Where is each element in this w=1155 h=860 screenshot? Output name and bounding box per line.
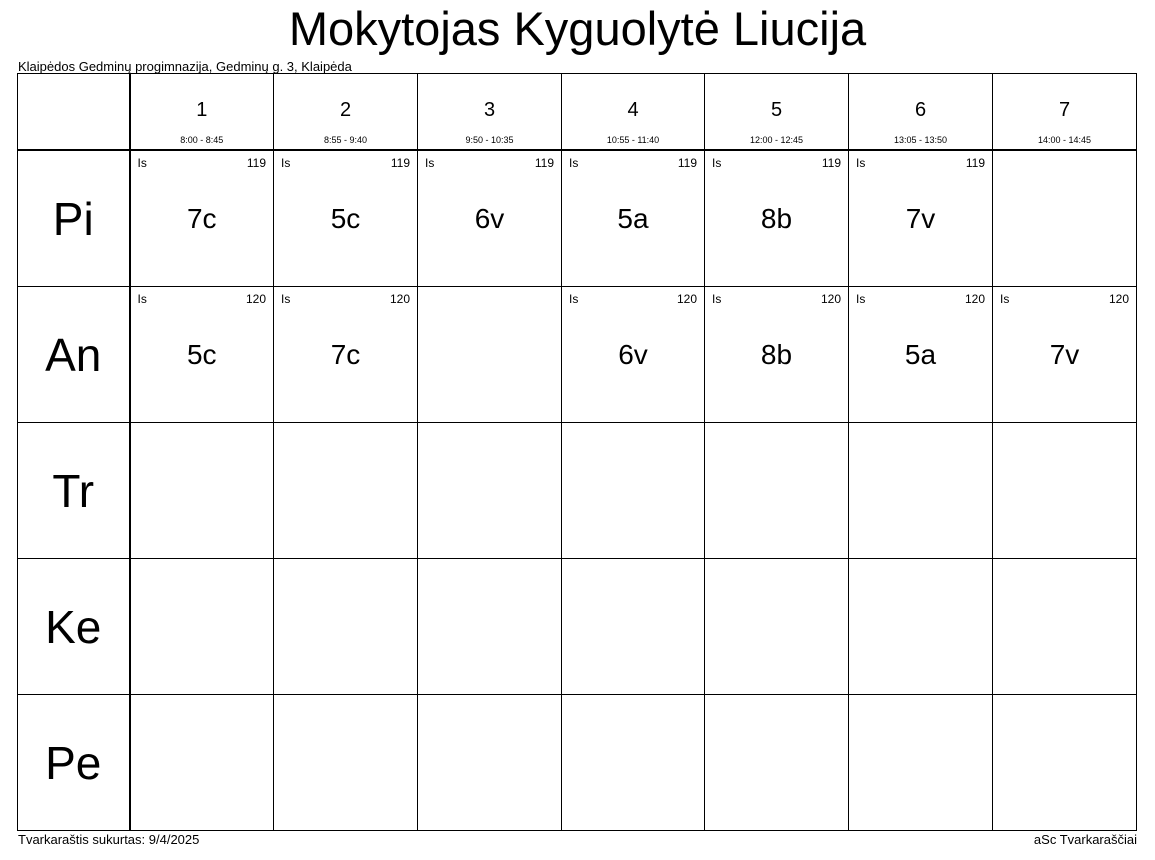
lesson-cell	[418, 287, 562, 423]
day-row-pe	[18, 695, 1137, 831]
created-date: Tvarkaraštis sukurtas: 9/4/2025	[18, 832, 200, 847]
period-number: 7	[1058, 99, 1071, 121]
lesson-class: 7c	[330, 339, 361, 370]
day-row-ke	[18, 559, 1137, 695]
lesson-cell	[130, 559, 274, 695]
page-title: Mokytojas Kyguolytė Liucija	[288, 2, 867, 55]
period-time: 9:50 - 10:35	[465, 135, 514, 145]
day-row-pi	[18, 150, 1137, 287]
period-time: 12:00 - 12:45	[749, 135, 804, 145]
lesson-cell	[562, 287, 705, 423]
period-header	[130, 74, 274, 151]
lesson-room: 119	[965, 156, 985, 170]
lesson-cell	[849, 287, 993, 423]
app-name: aSc Tvarkaraščiai	[1033, 832, 1137, 847]
lesson-cell	[849, 559, 993, 695]
lesson-subject: Is	[569, 292, 579, 306]
lesson-cell	[130, 695, 274, 831]
lesson-room: 120	[676, 292, 697, 306]
timetable-grid	[17, 73, 1137, 831]
period-header	[418, 74, 562, 151]
lesson-room: 120	[820, 292, 841, 306]
period-header-row	[18, 74, 1137, 151]
lesson-class: 8b	[760, 339, 793, 370]
lesson-room: 119	[246, 156, 266, 170]
lesson-cell	[562, 150, 705, 287]
lesson-cell	[849, 150, 993, 287]
lesson-cell	[418, 423, 562, 559]
lesson-cell	[130, 287, 274, 423]
period-header	[705, 74, 849, 151]
period-header	[993, 74, 1137, 151]
corner-cell	[18, 74, 130, 151]
period-number: 5	[770, 99, 783, 121]
day-label-cell	[18, 695, 130, 831]
period-number: 2	[339, 99, 352, 121]
lesson-cell	[562, 559, 705, 695]
lesson-cell	[418, 559, 562, 695]
lesson-cell	[993, 695, 1137, 831]
lesson-subject: Is	[1000, 292, 1010, 306]
lesson-cell	[849, 695, 993, 831]
day-label-cell	[18, 559, 130, 695]
lesson-cell	[274, 287, 418, 423]
lesson-subject: Is	[712, 292, 722, 306]
period-time: 14:00 - 14:45	[1037, 135, 1092, 145]
lesson-class: 5c	[186, 339, 217, 370]
lesson-subject: Is	[137, 156, 147, 170]
lesson-class: 7v	[905, 203, 936, 234]
day-row-tr	[18, 423, 1137, 559]
lesson-cell	[705, 150, 849, 287]
lesson-cell	[562, 423, 705, 559]
lesson-cell	[705, 287, 849, 423]
lesson-subject: Is	[425, 156, 435, 170]
lesson-cell	[993, 423, 1137, 559]
lesson-class: 6v	[474, 203, 505, 234]
lesson-cell	[993, 559, 1137, 695]
lesson-subject: Is	[856, 156, 866, 170]
lesson-class: 7c	[186, 203, 217, 234]
day-label-cell	[18, 150, 130, 287]
period-time: 13:05 - 13:50	[893, 135, 948, 145]
day-label-cell	[18, 287, 130, 423]
lesson-room: 120	[389, 292, 410, 306]
period-number: 6	[914, 99, 927, 121]
lesson-subject: Is	[281, 156, 291, 170]
day-name: Tr	[52, 465, 95, 517]
period-header	[562, 74, 705, 151]
lesson-cell	[562, 695, 705, 831]
lesson-cell	[993, 287, 1137, 423]
period-time: 10:55 - 11:40	[606, 135, 660, 145]
lesson-room: 119	[821, 156, 841, 170]
day-name: Pi	[52, 193, 94, 245]
period-header	[274, 74, 418, 151]
day-name: Pe	[45, 737, 102, 789]
lesson-cell	[418, 695, 562, 831]
lesson-room: 120	[245, 292, 266, 306]
lesson-room: 120	[1108, 292, 1129, 306]
lesson-cell	[274, 695, 418, 831]
lesson-subject: Is	[137, 292, 147, 306]
lesson-cell	[418, 150, 562, 287]
lesson-cell	[705, 559, 849, 695]
period-number: 1	[196, 99, 208, 121]
lesson-room: 120	[964, 292, 985, 306]
day-name: An	[45, 329, 102, 381]
period-time: 8:55 - 9:40	[323, 135, 368, 145]
lesson-class: 7v	[1049, 339, 1080, 370]
lesson-class: 5a	[904, 339, 937, 370]
lesson-cell	[130, 423, 274, 559]
lesson-room: 119	[390, 156, 410, 170]
lesson-class: 6v	[618, 339, 648, 370]
lesson-cell	[130, 150, 274, 287]
lesson-cell	[274, 150, 418, 287]
period-number: 4	[627, 99, 639, 121]
period-time: 8:00 - 8:45	[180, 135, 224, 145]
lesson-room: 119	[534, 156, 554, 170]
lesson-subject: Is	[569, 156, 579, 170]
period-number: 3	[483, 99, 496, 121]
lesson-cell	[993, 150, 1137, 287]
lesson-cell	[849, 423, 993, 559]
day-name: Ke	[45, 601, 102, 653]
lesson-subject: Is	[281, 292, 291, 306]
lesson-class: 5c	[330, 203, 361, 234]
lesson-subject: Is	[712, 156, 722, 170]
school-address: Klaipėdos Gedminų progimnazija, Gedminų g. 3, Klaipėda	[18, 59, 352, 74]
day-label-cell	[18, 423, 130, 559]
lesson-cell	[705, 423, 849, 559]
lesson-class: 8b	[760, 203, 793, 234]
lesson-cell	[274, 559, 418, 695]
lesson-subject: Is	[856, 292, 866, 306]
lesson-room: 119	[677, 156, 697, 170]
lesson-cell	[274, 423, 418, 559]
period-header	[849, 74, 993, 151]
lesson-cell	[705, 695, 849, 831]
lesson-class: 5a	[617, 203, 649, 234]
day-row-an	[18, 287, 1137, 423]
